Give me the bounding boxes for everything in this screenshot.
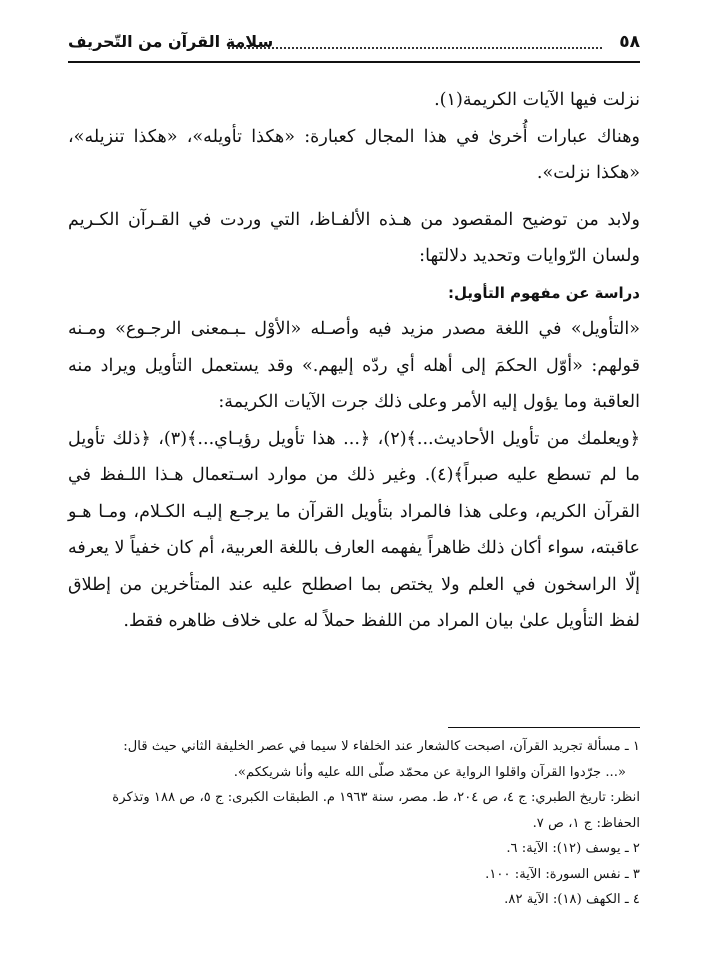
paragraph: نزلت فيها الآيات الكريمة(١). bbox=[434, 90, 640, 110]
header-dot-leader bbox=[228, 47, 602, 49]
running-header bbox=[68, 30, 640, 58]
paragraph: «التأويل» في اللغة مصدر مزيد فيه وأصـله «الأوْل ـبـمعنى الرجـوع» ومـنه قولهم: «أوّل الحكمَ إلى أهله أي ردّه إليهم.» وقد يستعمل التأويل ويراد منه العاقبة وما يؤول إليه الأمر وعلى ذلك جرت الآيات الكريمة: bbox=[68, 319, 640, 412]
footnote-1-reference: انظر: تاريخ الطبري: ج ٤، ص ٢٠٤، ط. مصر، سنة ١٩٦٣ م. الطبقات الكبرى: ج ٥، ص ١٨٨ وتذكرة الحفاظ: ج ١، ص ٧. bbox=[112, 790, 640, 831]
paragraph: ﴿ويعلمك من تأويل الأحاديث...﴾(٢)، ﴿... هذا تأويل رؤيـاي...﴾(٣)، ﴿ذلك تأويل ما لم تسطع عليه صبراً﴾(٤). وغير ذلك من موارد اسـتعمال هـذا اللـفظ في القرآن الكريم، وعلى هذا فالمراد بتأويل القرآن ما يرجـع إليـه الكـلام، ومـا هـو عاقبته، سواء أكان ذلك ظاهراً يفهمه العارف باللغة العربية، أم كان خفياً لا يعرفه إلّا الراسخون في العلم ولا يختص بما اصطلح عليه عند المتأخرين من إطلاق لفظ التأويل علىٰ بيان المراد من اللفظ حملاً له على خلاف ظاهره فقط. bbox=[68, 428, 640, 631]
footnote-separator bbox=[448, 727, 640, 728]
footnote-4: ٤ ـ الكهف (١٨): الآية ٨٢. bbox=[504, 892, 640, 907]
footnote-3: ٣ ـ نفس السورة: الآية: ١٠٠. bbox=[485, 866, 640, 882]
paragraph: وهناك عبارات أُخرىٰ في هذا المجال كعبارة: «هكذا تأويله»، «هكذا تنزيله»، «هكذا نزلت». bbox=[68, 126, 640, 183]
page-number: ٥٨ bbox=[619, 32, 640, 52]
section-subheading: دراسة عن مفهوم التأويل: bbox=[448, 283, 640, 302]
main-text bbox=[68, 82, 640, 640]
running-title: سلامة القرآن من التّحريف bbox=[68, 32, 274, 51]
footnote-1-quote: «... جرّدوا القرآن واقلوا الرواية عن محمّد صلّى الله عليه وأنا شريككم». bbox=[233, 764, 626, 780]
footnotes bbox=[68, 734, 640, 913]
footnote-2: ٢ ـ يوسف (١٢): الآية: ٦. bbox=[506, 841, 640, 856]
footnote-1: ١ ـ مسألة تجريد القرآن، اصبحت كالشعار عند الخلفاء لا سيما في عصر الخليفة الثاني حيث قال: bbox=[123, 739, 640, 754]
header-rule bbox=[68, 61, 640, 63]
paragraph: ولابد من توضيح المقصود من هـذه الألفـاظ، التي وردت في القـرآن الكـريم ولسان الرّوايات وتحديد دلالتها: bbox=[68, 209, 640, 266]
